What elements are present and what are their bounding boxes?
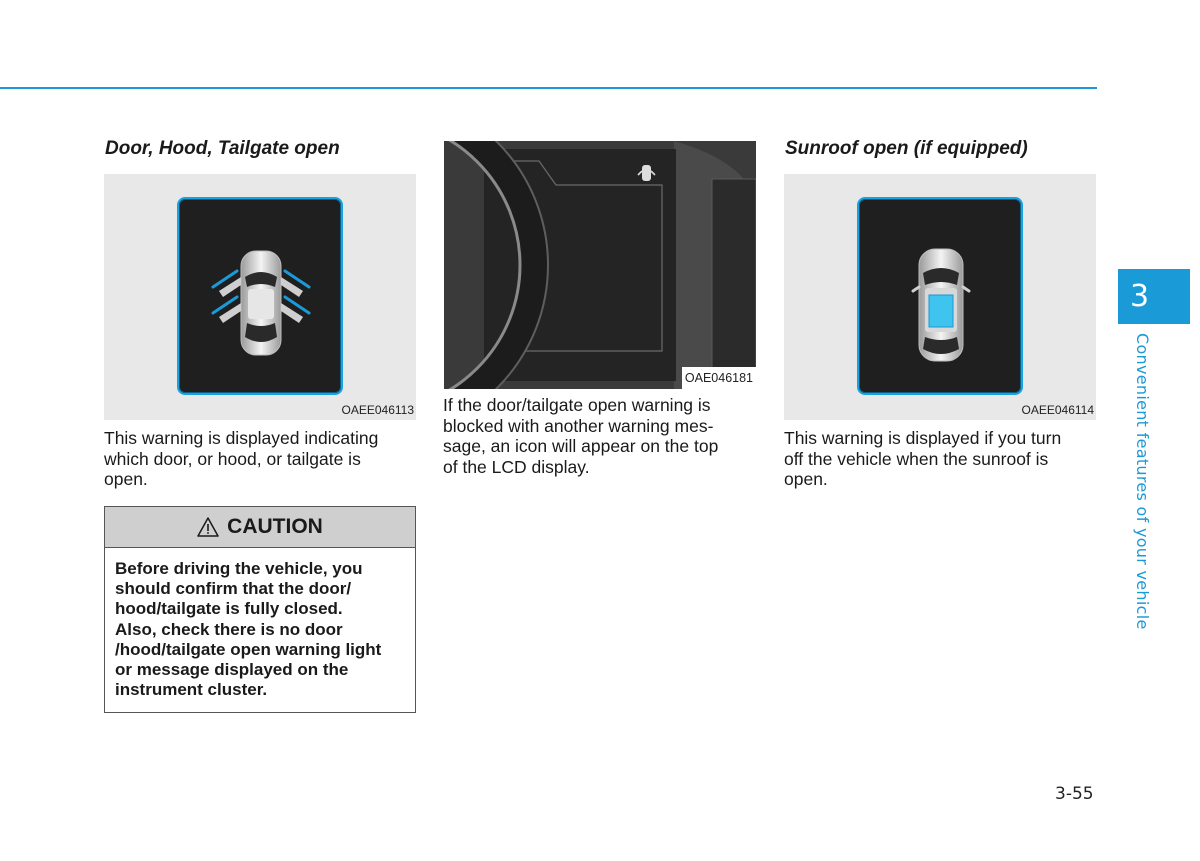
text-line: of the LCD display.	[443, 456, 590, 477]
warning-lcd-screen	[177, 197, 343, 395]
text-line: which door, or hood, or tailgate is	[104, 448, 361, 469]
figure-cluster-display	[444, 141, 756, 389]
figure-code: OAE046181	[684, 371, 753, 385]
figure-door-open	[104, 174, 416, 420]
text-line: This warning is displayed if you turn	[784, 428, 1062, 448]
caution-line: should confirm that the door/	[115, 579, 352, 599]
caution-line: /hood/tailgate open warning light	[115, 639, 382, 659]
text-line: off the vehicle when the sunroof is	[784, 448, 1049, 469]
caution-line: or message displayed on the	[115, 660, 349, 680]
warning-lcd-screen	[857, 197, 1023, 395]
caution-title: CAUTION	[227, 515, 323, 538]
instrument-cluster-illustration	[444, 141, 756, 389]
page-number: 3-55	[1055, 784, 1094, 804]
chapter-title: Convenient features of your vehicle	[1133, 333, 1152, 630]
text-line: This warning is displayed indicating	[104, 428, 379, 448]
section-heading-door-open: Door, Hood, Tailgate open	[105, 138, 340, 159]
text-line: If the door/tailgate open warning is	[443, 395, 711, 415]
figure-code: OAEE046113	[341, 403, 414, 417]
car-sunroof-open-icon	[859, 199, 1021, 393]
caution-line: instrument cluster.	[115, 680, 268, 700]
text-line: sage, an icon will appear on the top	[443, 436, 719, 456]
text-line: open.	[104, 469, 148, 489]
car-doors-open-icon	[179, 199, 341, 393]
figure-sunroof-open	[784, 174, 1096, 420]
section-body-cluster	[443, 395, 756, 477]
chapter-number-tab: 3	[1118, 269, 1190, 324]
text-line: open.	[784, 469, 828, 489]
section-body-sunroof-open	[784, 428, 1096, 490]
section-body-door-open	[104, 428, 416, 490]
figure-code: OAEE046114	[1021, 403, 1094, 417]
caution-box	[104, 506, 416, 713]
header-rule	[0, 87, 1097, 89]
caution-header	[105, 507, 415, 548]
caution-line: hood/tailgate is fully closed.	[115, 599, 343, 619]
figure-code-bg	[682, 367, 756, 389]
warning-triangle-icon	[197, 517, 219, 537]
caution-body	[105, 548, 415, 700]
text-line: blocked with another warning mes-	[443, 415, 714, 436]
section-heading-sunroof-open: Sunroof open (if equipped)	[785, 138, 1028, 159]
caution-line: Before driving the vehicle, you	[115, 559, 363, 578]
caution-line: Also, check there is no door	[115, 619, 343, 639]
